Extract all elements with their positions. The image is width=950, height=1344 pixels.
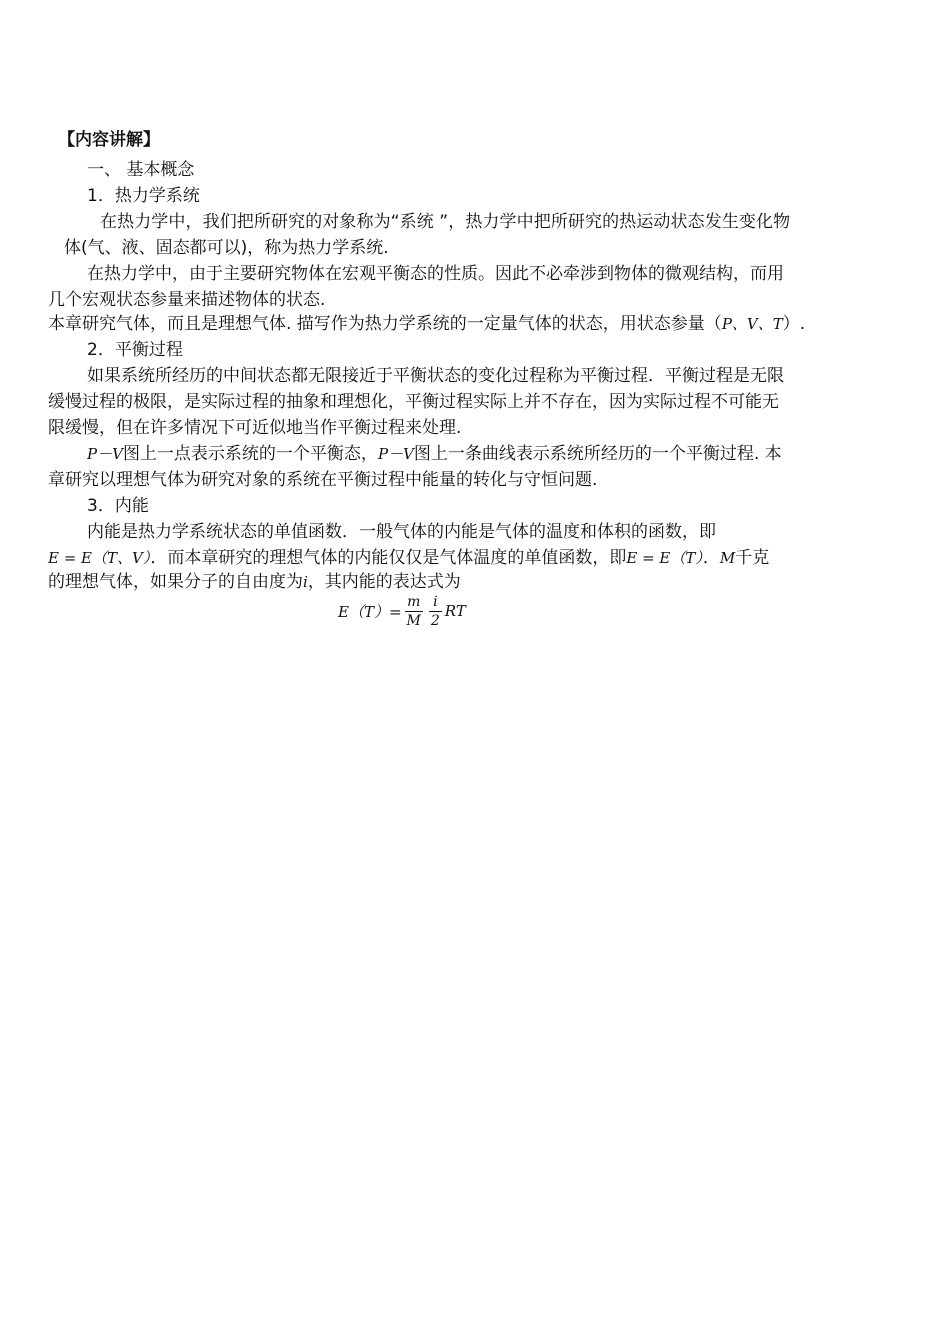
sub2-para2-text1: 图上一点表示系统的一个平衡态，	[122, 444, 378, 464]
internal-energy-formula	[338, 588, 466, 634]
sub3-para1-text3: 千克	[735, 548, 770, 568]
sub3-title: 3．内能	[87, 496, 149, 516]
sub2-para1-line3: 限缓慢，但在许多情况下可近似地当作平衡过程来处理.	[48, 418, 462, 438]
sub1-para3	[48, 312, 805, 336]
sub3-para1-line3a: 的理想气体，如果分子的自由度为	[48, 572, 303, 592]
sub2-para2-line2: 章研究以理想气体为研究对象的系统在平衡过程中能量的转化与守恒问题.	[48, 470, 598, 490]
state-params-math: P、V、T	[721, 315, 783, 333]
fraction-m-over-M	[405, 593, 423, 630]
pv-math-2: P－V	[377, 445, 414, 463]
mass-math: M	[719, 549, 736, 567]
section-heading: 【内容讲解】	[58, 130, 160, 150]
fraction1-denominator: M	[406, 612, 421, 629]
sub1-para2-line2: 几个宏观状态参量来描述物体的状态.	[48, 290, 326, 310]
sub1-para1-line1: 在热力学中，我们把所研究的对象称为“系统 ”，热力学中把所研究的热运动状态发生变化物	[100, 212, 791, 232]
sub2-para1-line1: 如果系统所经历的中间状态都无限接近于平衡状态的变化过程称为平衡过程．平衡过程是无限	[87, 366, 784, 386]
part1-title: 一、 基本概念	[87, 160, 195, 180]
sub3-para1-line2	[48, 546, 769, 570]
sub3-para1-text2: ．	[702, 548, 720, 568]
sub2-para1-line2: 缓慢过程的极限，是实际过程的抽象和理想化，平衡过程实际上并不存在，因为实际过程不可能无	[48, 392, 779, 412]
sub3-para1-line1: 内能是热力学系统状态的单值函数．一般气体的内能是气体的温度和体积的函数，即	[87, 522, 716, 542]
sub2-para2-text2: 图上一条曲线表示系统所经历的一个平衡过程. 本	[413, 444, 782, 464]
sub3-para1-line3b: ，其内能的表达式为	[307, 572, 461, 592]
fraction2-denominator: 2	[430, 612, 440, 629]
formula-rhs: RT	[444, 602, 466, 620]
sub2-para2-line1	[87, 442, 782, 466]
pv-math-1: P－V	[87, 445, 123, 463]
sub3-para1-text1: ．而本章研究的理想气体的内能仅仅是气体温度的单值函数，即	[150, 548, 627, 568]
fraction1-numerator: m	[407, 593, 421, 610]
energy-func-math-1: E = E（T、V）	[48, 549, 151, 567]
sub1-title: 1．热力学系统	[87, 186, 200, 206]
formula-lhs: E（T）=	[338, 602, 402, 621]
energy-func-math-2: E = E（T）	[626, 549, 703, 567]
sub2-title: 2．平衡过程	[87, 340, 183, 360]
freedom-math: i	[303, 573, 308, 591]
sub1-para3-end: ）.	[782, 314, 806, 334]
fraction2-numerator: i	[433, 593, 438, 610]
sub1-para2-line1: 在热力学中，由于主要研究物体在宏观平衡态的性质。因此不必牵涉到物体的微观结构，而用	[87, 264, 784, 284]
fraction-i-over-2	[429, 593, 442, 630]
sub1-para3-text: 本章研究气体，而且是理想气体. 描写作为热力学系统的一定量气体的状态，用状态参量（	[48, 314, 722, 334]
sub1-para1-line2: 体(气、液、固态都可以)，称为热力学系统.	[64, 238, 389, 258]
